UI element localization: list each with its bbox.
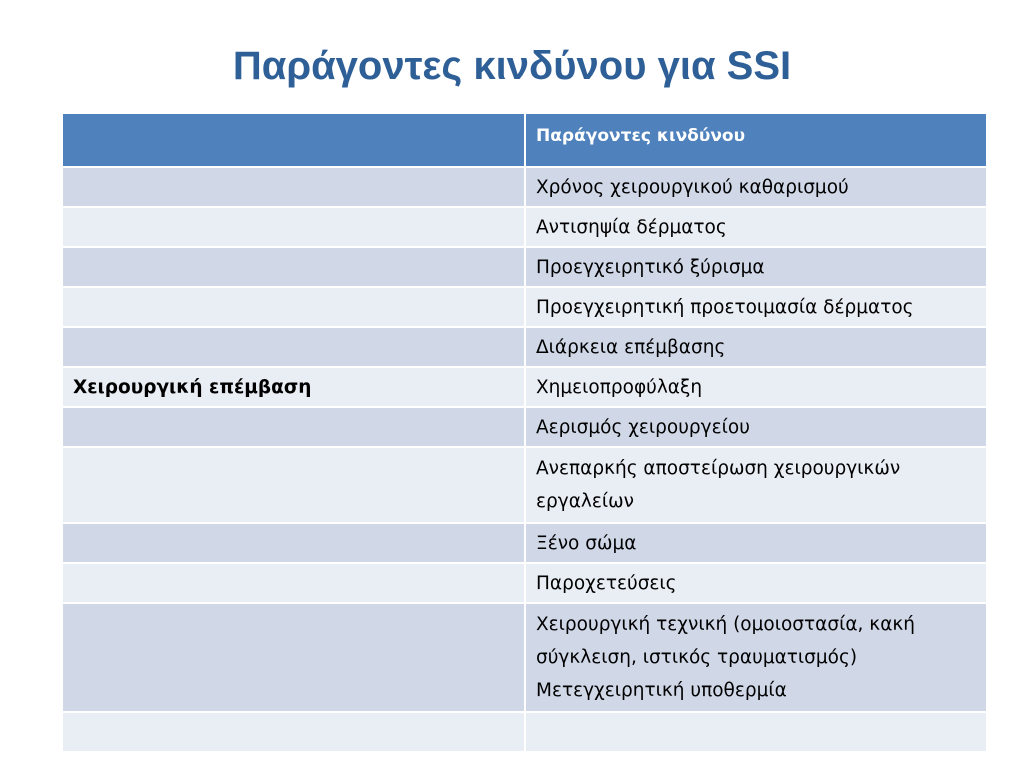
table-row	[62, 712, 987, 752]
table-row	[62, 407, 987, 447]
header-cell-category	[62, 113, 525, 167]
table-header	[62, 113, 987, 167]
category-cell	[62, 327, 525, 367]
risk-factor-cell: Χημειοπροφύλαξη	[525, 367, 987, 407]
table-row	[62, 367, 987, 407]
table-row	[62, 603, 987, 712]
risk-factors-table	[61, 112, 988, 753]
table-row	[62, 207, 987, 247]
risk-factor-cell: Χειρουργική τεχνική (ομοιοστασία, κακή σύγκλειση, ιστικός τραυματισμός) Μετεγχειρητική υποθερμία	[525, 603, 987, 712]
table-row	[62, 447, 987, 523]
risk-factor-cell: Χρόνος χειρουργικού καθαρισμού	[525, 167, 987, 207]
table-body	[62, 167, 987, 752]
risk-factor-cell: Παροχετεύσεις	[525, 563, 987, 603]
risk-factor-cell: Αερισμός χειρουργείου	[525, 407, 987, 447]
category-cell	[62, 207, 525, 247]
table-row	[62, 327, 987, 367]
category-cell: Χειρουργική επέμβαση	[62, 367, 525, 407]
risk-factor-cell: Διάρκεια επέμβασης	[525, 327, 987, 367]
slide-title: Παράγοντες κινδύνου για SSI	[232, 44, 792, 88]
category-cell	[62, 523, 525, 563]
risk-factor-cell: Αντισηψία δέρματος	[525, 207, 987, 247]
category-cell	[62, 287, 525, 327]
category-cell	[62, 447, 525, 523]
risk-factor-cell: Ανεπαρκής αποστείρωση χειρουργικών εργαλείων	[525, 447, 987, 523]
category-cell	[62, 247, 525, 287]
category-cell	[62, 603, 525, 712]
header-cell-risk-factors: Παράγοντες κινδύνου	[525, 113, 987, 167]
category-cell	[62, 712, 525, 752]
category-cell	[62, 563, 525, 603]
category-cell	[62, 167, 525, 207]
risk-factor-cell: Προεγχειρητική προετοιμασία δέρματος	[525, 287, 987, 327]
table-row	[62, 523, 987, 563]
table-header-row	[62, 113, 987, 167]
risk-factor-cell: Ξένο σώμα	[525, 523, 987, 563]
risk-factor-cell: Προεγχειρητικό ξύρισμα	[525, 247, 987, 287]
category-cell	[62, 407, 525, 447]
table-row	[62, 563, 987, 603]
table-row	[62, 167, 987, 207]
table-row	[62, 287, 987, 327]
table-row	[62, 247, 987, 287]
risk-factor-cell	[525, 712, 987, 752]
